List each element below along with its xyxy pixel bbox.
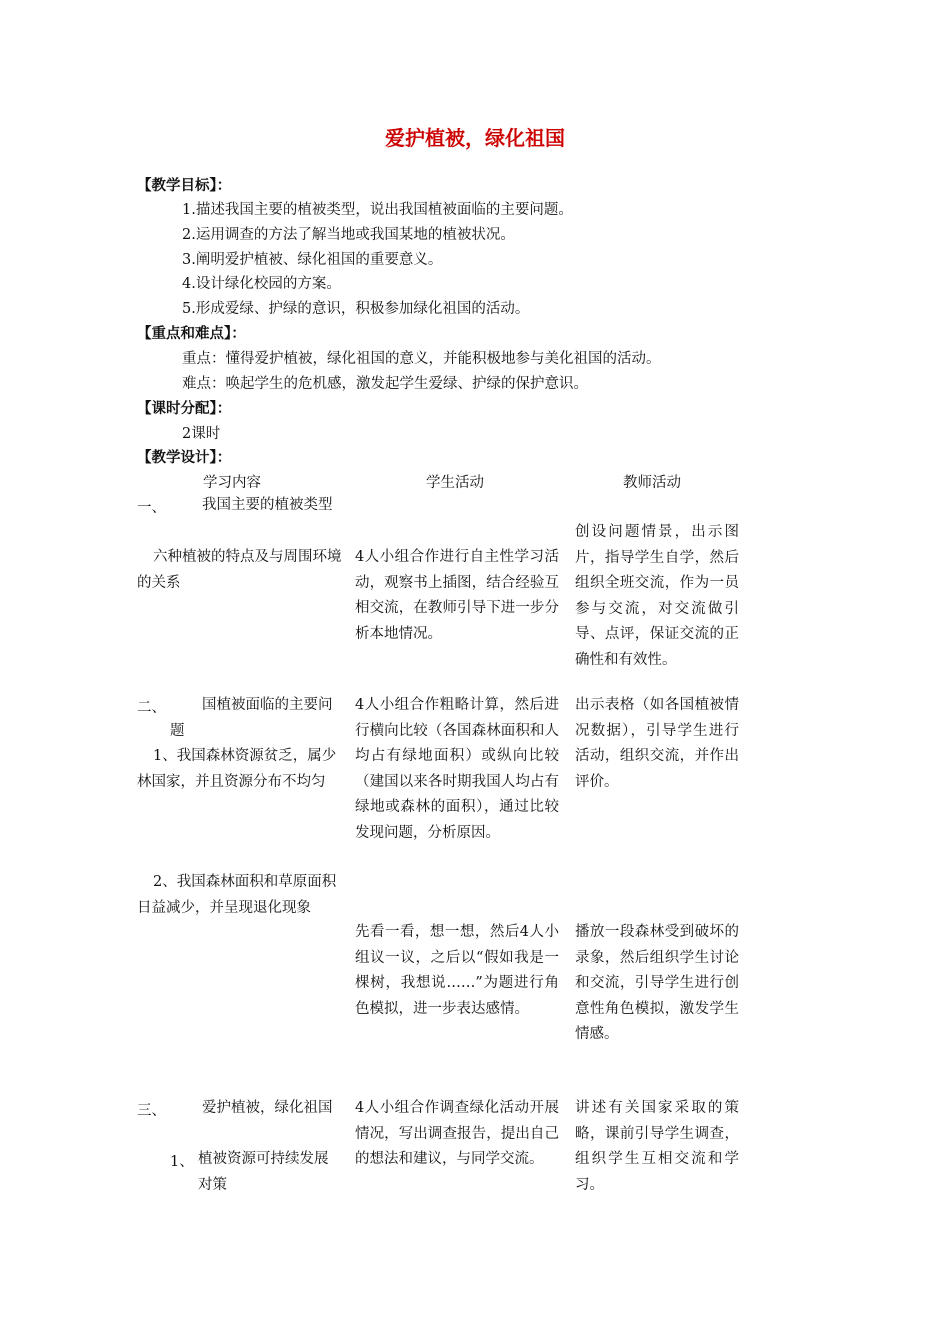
section-title: 国植被面临的主要问题	[170, 697, 333, 739]
design-heading: 【教学设计】：	[137, 450, 232, 466]
student-activity: 4人小组合作进行自主性学习活动，观察书上插图，结合经验互相交流，在教师引导下进一步分析本地情况。	[355, 549, 559, 642]
section-content: 六种植被的特点及与周围环境的关系	[137, 549, 342, 591]
student-activity: 4人小组合作调查绿化活动开展情况，写出调查报告，提出自己的想法和建议，与同学交流。	[355, 1100, 559, 1167]
section-number: 一、	[137, 500, 166, 516]
teacher-activity: 创设问题情景，出示图片，指导学生自学，然后组织全班交流，作为一员参与交流，对交流做引导、点评，保证交流的正确性和有效性。	[575, 524, 739, 668]
schedule-heading: 【课时分配】：	[137, 401, 232, 417]
key-points-heading: 【重点和难点】：	[137, 326, 246, 342]
column-header-content: 学习内容	[203, 475, 261, 491]
objective-item: 1.描述我国主要的植被类型，说出我国植被面临的主要问题。	[182, 202, 573, 218]
objective-item: 5.形成爱绿、护绿的意识，积极参加绿化祖国的活动。	[182, 301, 530, 317]
section-content: 2、我国森林面积和草原面积日益减少，并呈现退化现象	[137, 874, 337, 916]
section-content: 植被资源可持续发展对策	[198, 1151, 329, 1193]
student-activity: 4人小组合作粗略计算，然后进行横向比较（各国森林面积和人均占有绿地面积）或纵向比较（建国以来各时期我国人均占有绿地或森林的面积），通过比较发现问题，分析原因。	[355, 697, 559, 841]
section-number: 三、	[137, 1103, 166, 1119]
column-header-teacher: 教师活动	[623, 475, 681, 491]
objective-item: 3.阐明爱护植被、绿化祖国的重要意义。	[182, 252, 443, 268]
section-content: 1、我国森林资源贫乏，属少林国家，并且资源分布不均匀	[137, 748, 337, 790]
section-title: 我国主要的植被类型	[202, 497, 333, 513]
teacher-activity: 出示表格（如各国植被情况数据），引导学生进行活动，组织交流，并作出评价。	[575, 697, 739, 790]
objective-item: 4.设计绿化校园的方案。	[182, 276, 341, 292]
teacher-activity: 播放一段森林受到破坏的录象，然后组织学生讨论和交流，引导学生进行创意性角色模拟，激发学生情感。	[575, 924, 739, 1042]
objectives-heading: 【教学目标】：	[137, 178, 232, 194]
schedule-value: 2课时	[182, 426, 221, 442]
teacher-activity: 讲述有关国家采取的策略，课前引导学生调查，组织学生互相交流和学习。	[575, 1100, 739, 1193]
section-title: 爱护植被，绿化祖国	[202, 1100, 333, 1116]
section-number: 二、	[137, 700, 166, 716]
column-header-student: 学生活动	[426, 475, 484, 491]
content-number: 1、	[170, 1154, 194, 1170]
document-title: 爱护植被，绿化祖国	[385, 126, 565, 150]
difficulty-text: 难点：唤起学生的危机感，激发起学生爱绿、护绿的保护意识。	[182, 376, 588, 392]
objective-item: 2.运用调查的方法了解当地或我国某地的植被状况。	[182, 227, 515, 243]
student-activity: 先看一看，想一想，然后4人小组议一议，之后以“假如我是一棵树，我想说……”为题进行角色模拟，进一步表达感情。	[355, 924, 559, 1017]
focus-text: 重点：懂得爱护植被，绿化祖国的意义，并能积极地参与美化祖国的活动。	[182, 351, 661, 367]
